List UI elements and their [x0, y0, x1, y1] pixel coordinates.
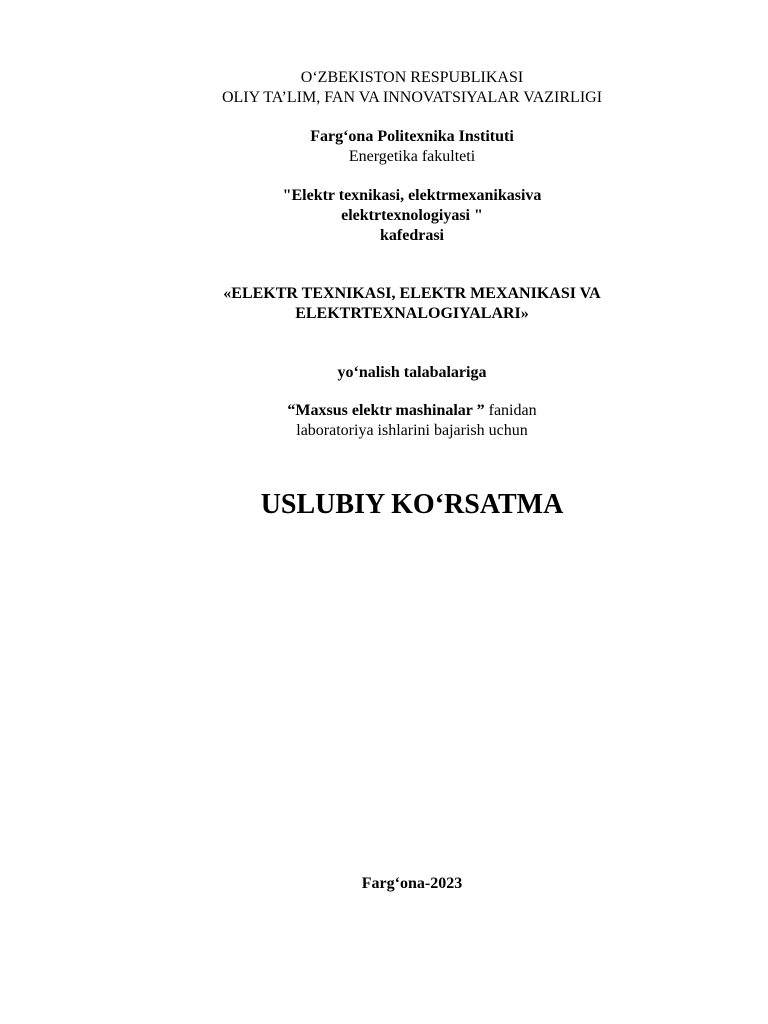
subject-suffix: fanidan — [484, 402, 537, 419]
audience-line: yo‘nalish talabalariga — [337, 364, 487, 381]
department-line-3: kafedrasi — [380, 227, 444, 244]
footer-city-year: Farg‘ona-2023 — [361, 875, 463, 892]
direction-line-1: «ELEKTR TEXNIKASI, ELEKTR MEXANIKASI VA — [223, 285, 601, 302]
department-line-2: elektrtexnologiyasi " — [341, 207, 483, 224]
ministry-line: OLIY TA’LIM, FAN VA INNOVATSIYALAR VAZIRLIGI — [221, 89, 603, 106]
purpose-line: laboratoriya ishlarini bajarish uchun — [296, 422, 528, 439]
subject-line — [0, 401, 768, 421]
country-line: O‘ZBEKISTON RESPUBLIKASI — [300, 69, 524, 86]
direction-line-2: ELEKTRTEXNALOGIYALARI» — [295, 305, 529, 322]
department-line-1: "Elektr texnikasi, elektrmexanikasiva — [282, 187, 542, 204]
institute-name: Farg‘ona Politexnika Instituti — [310, 128, 514, 145]
document-title: USLUBIY KO‘RSATMA — [260, 489, 564, 520]
faculty-name: Energetika fakulteti — [348, 148, 476, 165]
subject-name: “Maxsus elektr mashinalar ” — [287, 402, 485, 419]
